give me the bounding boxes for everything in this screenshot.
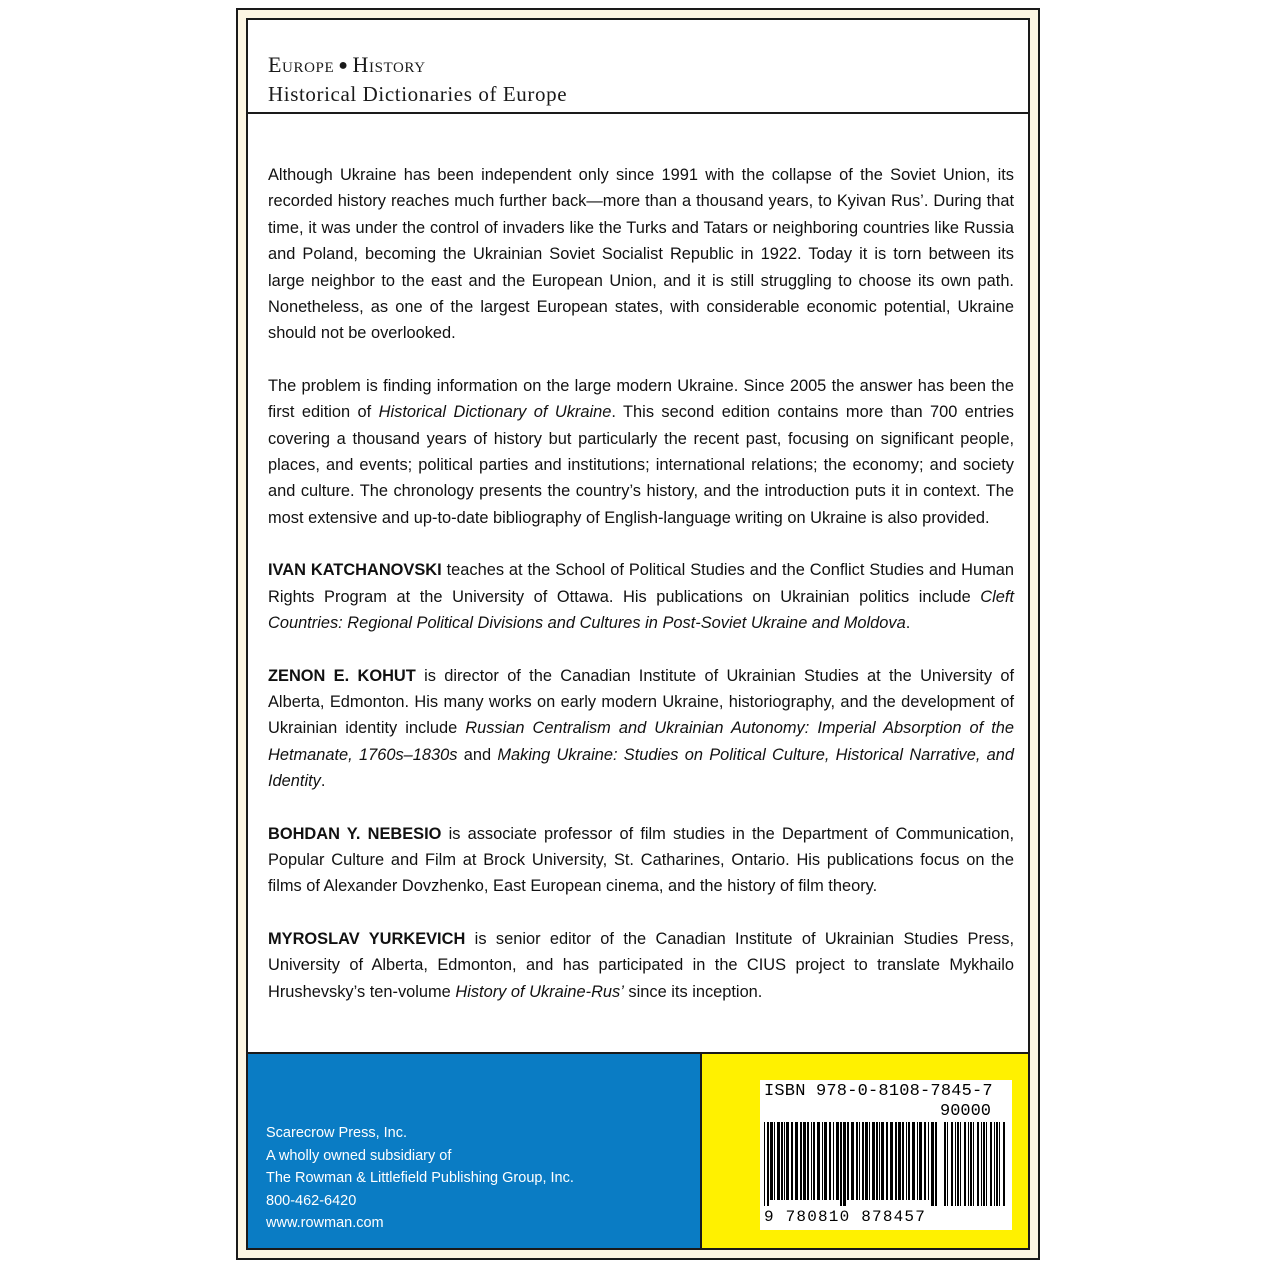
author-bio-katchanovski bbox=[268, 557, 1014, 636]
author-work-title: Cleft Countries: Regional Political Divisions and Cultures in Post-Soviet Ukraine and Moldova bbox=[268, 587, 1014, 633]
series-title: Historical Dictionaries of Europe bbox=[268, 82, 568, 106]
author-bio-text: is director of the Canadian Institute of Ukrainian Studies at the University of Alberta, Edmonton. His many works on early modern Ukraine, historiography, and the development of Ukrainian identity include bbox=[268, 666, 1015, 738]
author-bio-nebesio bbox=[268, 821, 1014, 900]
publisher-website: www.rowman.com bbox=[266, 1215, 384, 1231]
author-work-title: Russian Centralism and Ukrainian Autonomy: Imperial Absorption of the Hetmanate, 1760s–1830s bbox=[268, 719, 1014, 764]
category-europe: Europe bbox=[268, 52, 335, 77]
ean-digits: 9 780810 878457 bbox=[764, 1208, 927, 1226]
publisher-phone: 800-462-6420 bbox=[266, 1192, 357, 1209]
author-bio-text: is senior editor of the Canadian Institute of Ukrainian Studies Press, University of Alberta, Edmonton, and has participated in the CIUS project to translate Mykhailo Hrushevsky’s ten-volume bbox=[268, 929, 1015, 1001]
publisher-subsidiary-line: A wholly owned subsidiary of bbox=[266, 1147, 452, 1164]
description-paragraph-2 bbox=[268, 373, 1014, 531]
author-name: ZENON E. KOHUT bbox=[268, 666, 416, 685]
author-name: MYROSLAV YURKEVICH bbox=[268, 929, 466, 948]
author-bio-yurkevich bbox=[268, 926, 1014, 1005]
category-history: History bbox=[352, 52, 426, 77]
author-bio-end: since its inception. bbox=[623, 982, 763, 1001]
author-bio-text: is associate professor of film studies in the Department of Communication, Popular Culture and Film at Brock University, St. Catharines, Ontario. His publications focus on the films of Alexander Dovzhenko, East European cinema, and the history of film theory. bbox=[268, 824, 1014, 896]
publisher-name: Scarecrow Press, Inc. bbox=[266, 1125, 408, 1141]
author-work-title: History of Ukraine-Rus’ bbox=[455, 982, 624, 1001]
description-body bbox=[268, 162, 1014, 1005]
author-bio-text: and bbox=[457, 745, 498, 764]
author-name: BOHDAN Y. NEBESIO bbox=[268, 824, 442, 843]
book-title-reference: Historical Dictionary of Ukraine bbox=[378, 403, 612, 422]
cover-footer bbox=[248, 1052, 1028, 1248]
series-header bbox=[248, 20, 1028, 114]
bullet-icon: ● bbox=[338, 57, 349, 74]
isbn-label: ISBN 978-0-8108-7845-7 bbox=[764, 1082, 993, 1101]
publisher-panel bbox=[248, 1054, 702, 1248]
publisher-info bbox=[266, 1122, 574, 1235]
author-work-title: Making Ukraine: Studies on Political Culture, Historical Narrative, and Identity bbox=[268, 745, 1014, 791]
barcode-box bbox=[760, 1080, 1012, 1230]
author-bio-end: . bbox=[905, 614, 911, 633]
description-paragraph-1: Although Ukraine has been independent only since 1991 with the collapse of the Soviet Union, its recorded history reaches much further back—more than a thousand years, to Kyivan Rus’. During that time, it was under the control of invaders like the Turks and Tatars or neighboring countries like Russia and Poland, becoming the Ukrainian Soviet Socialist Republic in 1922. Today it is torn between its large neighbor to the east and the European Union, and it is still struggling to choose its own path. Nonetheless, as one of the largest European states, with considerable economic potential, Ukraine should not be overlooked. bbox=[268, 166, 1014, 343]
isbn-panel bbox=[702, 1054, 1028, 1248]
category-line bbox=[268, 52, 426, 78]
isbn-addon-code: 90000 bbox=[940, 1102, 992, 1121]
author-bio-text: teaches at the School of Political Studies and the Conflict Studies and Human Rights Program at the University of Ottawa. His publications on Ukrainian politics include bbox=[268, 561, 1014, 606]
author-name: IVAN KATCHANOVSKI bbox=[268, 561, 442, 580]
author-bio-kohut bbox=[268, 663, 1014, 795]
barcode-icon bbox=[764, 1122, 1008, 1206]
paragraph-2-text: The problem is finding information on the large modern Ukraine. Since 2005 the answer has been the first edition of bbox=[268, 376, 1014, 422]
cover-inner-frame bbox=[246, 18, 1030, 1250]
book-back-cover bbox=[236, 8, 1040, 1260]
publisher-parent: The Rowman & Littlefield Publishing Group, Inc. bbox=[266, 1170, 574, 1186]
paragraph-2-text-end: . This second edition contains more than 700 entries covering a thousand years of history but particularly the recent past, focusing on significant people, places, and events; political parties and institutions; international relations; the economy; and society and culture. The chronology presents the country’s history, and the introduction puts it in context. The most extensive and up-to-date bibliography of English-language writing on Ukraine is also provided. bbox=[268, 403, 1014, 527]
author-bio-end: . bbox=[320, 772, 326, 791]
